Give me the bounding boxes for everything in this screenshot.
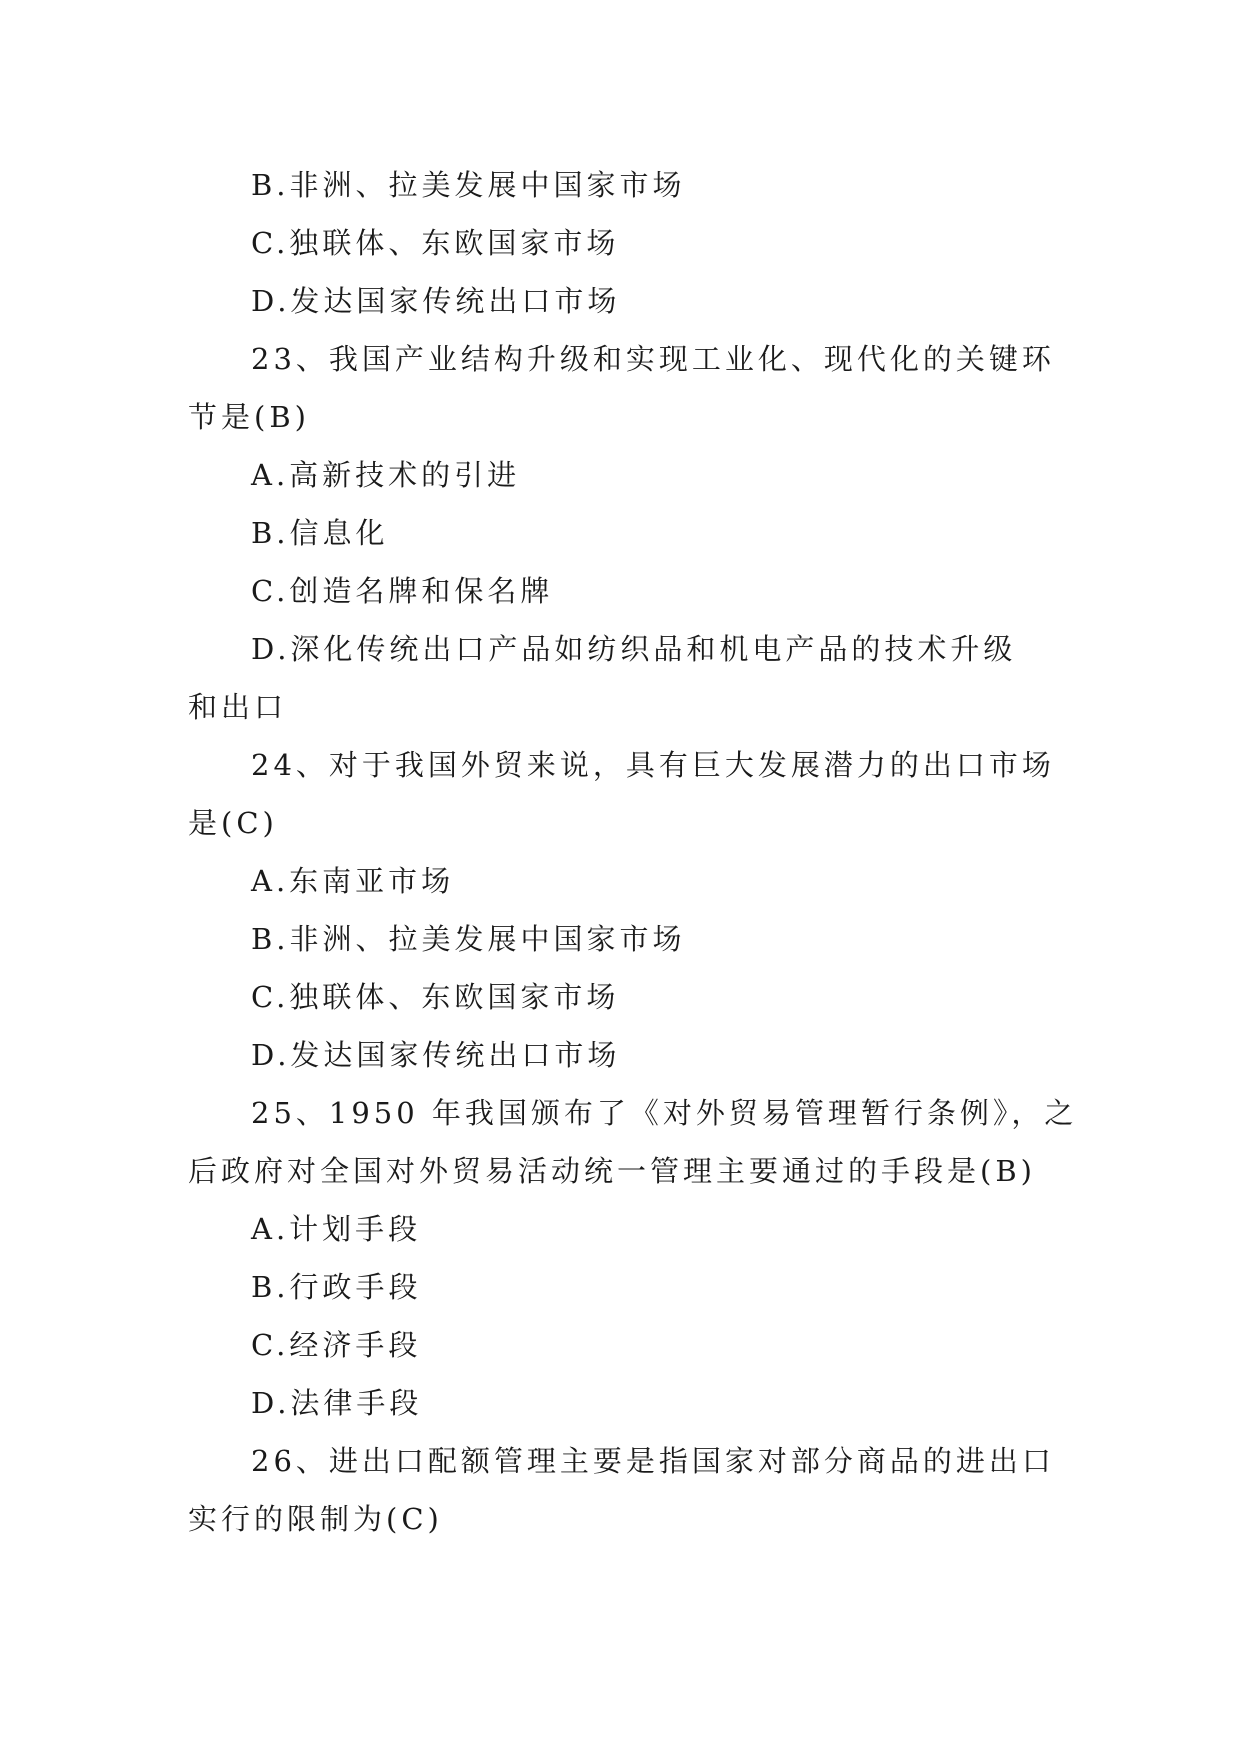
option-d-line: D.发达国家传统出口市场	[251, 1038, 621, 1072]
option-c-line: C.创造名牌和保名牌	[251, 574, 554, 608]
option-a-line: A.计划手段	[251, 1212, 422, 1246]
option-b-line: B.非洲、拉美发展中国家市场	[251, 922, 686, 956]
option-d-line: D.发达国家传统出口市场	[251, 284, 621, 318]
option-a-line: A.高新技术的引进	[251, 458, 521, 492]
question-26-line-1: 26、进出口配额管理主要是指国家对部分商品的进出口	[251, 1444, 1055, 1478]
option-c-line: C.经济手段	[251, 1328, 422, 1362]
question-24-line-1: 24、对于我国外贸来说，具有巨大发展潜力的出口市场	[251, 748, 1055, 782]
question-23-line-1: 23、我国产业结构升级和实现工业化、现代化的关键环	[251, 342, 1055, 376]
option-d-line: D.法律手段	[251, 1386, 423, 1420]
question-25-line-1: 25、1950 年我国颁布了《对外贸易管理暂行条例》，之	[251, 1096, 1078, 1130]
question-23-line-2: 节是(B)	[188, 400, 310, 434]
question-25-line-2: 后政府对全国对外贸易活动统一管理主要通过的手段是(B)	[188, 1154, 1036, 1188]
option-b-line: B.非洲、拉美发展中国家市场	[251, 168, 686, 202]
option-c-line: C.独联体、东欧国家市场	[251, 226, 620, 260]
option-c-line: C.独联体、东欧国家市场	[251, 980, 620, 1014]
option-b-line: B.行政手段	[251, 1270, 422, 1304]
option-d-line-2: 和出口	[188, 690, 288, 724]
option-b-line: B.信息化	[251, 516, 389, 550]
option-a-line: A.东南亚市场	[251, 864, 455, 898]
question-26-line-2: 实行的限制为(C)	[188, 1502, 443, 1536]
option-d-line-1: D.深化传统出口产品如纺织品和机电产品的技术升级	[251, 632, 1017, 666]
question-24-line-2: 是(C)	[188, 806, 278, 840]
